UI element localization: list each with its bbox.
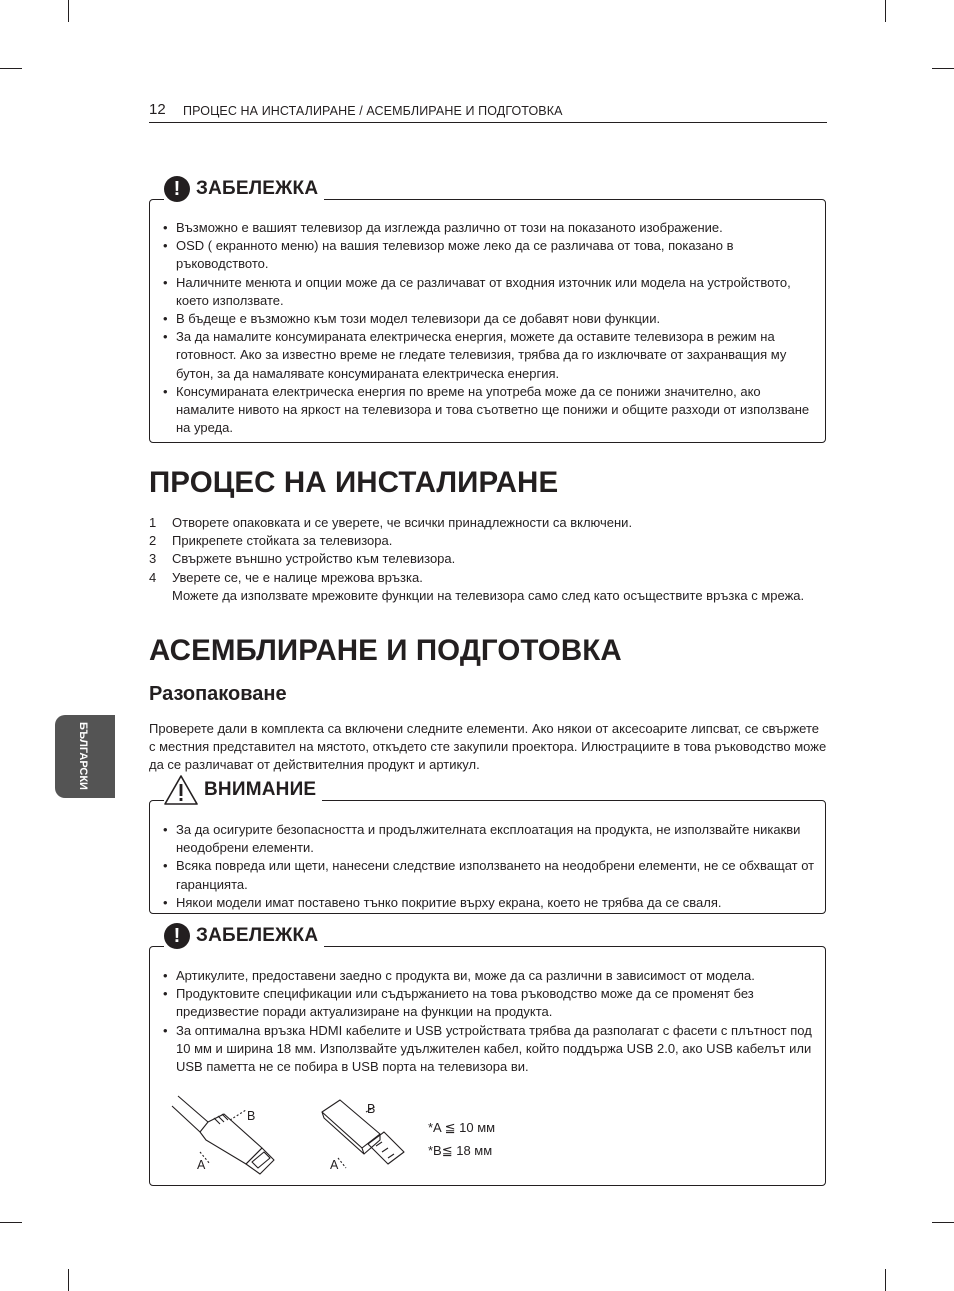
list-item: • Наличните менюта и опции може да се различават от входния източник или модела на устройството, което използвате. — [163, 274, 815, 310]
caution-box — [149, 779, 826, 914]
dimension-label-a: A — [197, 1158, 206, 1172]
spec-width: *B≦ 18 мм — [428, 1143, 493, 1158]
step-item — [149, 569, 827, 605]
list-item: • Продуктовите спецификации или съдържанието на това ръководство може да се променят без предизвестие поради актуализиране на функции на продукта. — [163, 985, 815, 1021]
crop-mark — [68, 0, 69, 22]
step-text: Уверете се, че е налице мрежова връзка. Можете да използвате мрежовите функции на телевизора само след като осъществите връзка с мрежа. — [172, 569, 805, 603]
unpacking-subheading: Разопаковане — [149, 683, 287, 705]
crop-mark — [0, 68, 22, 69]
step-number: 3 — [149, 551, 157, 567]
crop-mark — [885, 0, 886, 22]
note-header — [164, 921, 324, 951]
note-title: ЗАБЕЛЕЖКА — [196, 925, 319, 946]
step-item — [149, 514, 827, 532]
assembly-heading: АСЕМБЛИРАНЕ И ПОДГОТОВКА — [149, 634, 622, 667]
list-item: • Всяка повреда или щети, нанесени следствие използването на неодобрени елементи, не се обхващат от гаранцията. — [163, 857, 815, 893]
exclamation-circle-icon: ! — [164, 176, 190, 202]
page-number: 12 — [149, 101, 166, 118]
exclamation-circle-icon: ! — [164, 923, 190, 949]
note-list — [163, 219, 815, 437]
caution-list — [163, 821, 815, 912]
install-heading: ПРОЦЕС НА ИНСТАЛИРАНЕ — [149, 466, 559, 499]
list-item: • За да намалите консумираната електрическа енергия, можете да оставите телевизора в режим на готовност. Ако за известно време не гледате телевизия, трябва да го изключвате от захранващия му бутон, за да намалявате консумираната електрическа енергия. — [163, 328, 815, 383]
language-tab-label: БЪЛГАРСКИ — [77, 722, 89, 790]
note-box — [149, 178, 826, 443]
crop-mark — [932, 68, 954, 69]
note-title: ЗАБЕЛЕЖКА — [196, 178, 319, 199]
caution-title: ВНИМАНИЕ — [204, 779, 317, 800]
running-title: ПРОЦЕС НА ИНСТАЛИРАНЕ / АСЕМБЛИРАНЕ И ПОДГОТОВКА — [183, 104, 563, 118]
step-text: Свържете външно устройство към телевизора. — [172, 551, 456, 567]
note-list — [163, 967, 815, 1076]
list-item: • Артикулите, предоставени заедно с продукта ви, може да са различни в зависимост от модела. — [163, 967, 815, 985]
list-item: • Консумираната електрическа енергия по време на употреба може да се понижи значително, ако намалите нивото на яркост на телевизора и това съответно ще понижи и общите разходи от използване на уреда. — [163, 383, 815, 438]
step-number: 4 — [149, 569, 157, 585]
install-steps — [149, 514, 827, 605]
note-header — [164, 174, 324, 204]
page-header — [149, 100, 827, 123]
spec-thickness: *A ≦ 10 мм — [428, 1120, 496, 1135]
dimension-label-b: B — [247, 1109, 256, 1123]
crop-mark — [68, 1269, 69, 1291]
step-item — [149, 532, 827, 550]
crop-mark — [0, 1222, 22, 1223]
dimension-label-a: A — [330, 1158, 339, 1172]
list-item: • Възможно е вашият телевизор да изглежда различно от този на показаното изображение. — [163, 219, 815, 237]
list-item: • Някои модели имат поставено тънко покритие върху екрана, което не трябва да се сваля. — [163, 894, 815, 912]
unpacking-intro: Проверете дали в комплекта са включени следните елементи. Ако някои от аксесоарите липсват, се свържете с местния представител на мястото, откъдето сте закупили проектора. Илюстрациите в това ръководство може да се различават от действителния продукт и артикул. — [149, 721, 827, 773]
list-item: • OSD ( екранното меню) на вашия телевизор може леко да се различава от това, показано в ръководството. — [163, 237, 815, 273]
hdmi-connector-illustration — [170, 1092, 290, 1178]
crop-mark — [885, 1269, 886, 1291]
step-text: Отворете опаковката и се уверете, че всички принадлежности са включени. — [172, 515, 633, 530]
warning-triangle-icon — [164, 775, 198, 805]
step-number: 1 — [149, 515, 157, 530]
caution-header — [164, 775, 322, 805]
list-item: • За оптимална връзка HDMI кабелите и USB устройствата трябва да разполагат с фасети с плътност под 10 мм и ширина 18 мм. Използвайте удължителен кабел, който поддържа USB 2.0, ако USB кабелът или USB паметта не се побира в USB порта на телевизора ви. — [163, 1022, 815, 1077]
step-number: 2 — [149, 533, 157, 549]
crop-mark — [932, 1222, 954, 1223]
dimension-label-b: B — [367, 1102, 376, 1116]
list-item: • За да осигурите безопасността и продължителната експлоатация на продукта, не използвайте никакви неодобрени елементи. — [163, 821, 815, 857]
list-item: • В бъдеще е възможно към този модел телевизори да се добавят нови функции. — [163, 310, 815, 328]
step-item — [149, 550, 827, 568]
step-text: Прикрепете стойката за телевизора. — [172, 533, 393, 549]
